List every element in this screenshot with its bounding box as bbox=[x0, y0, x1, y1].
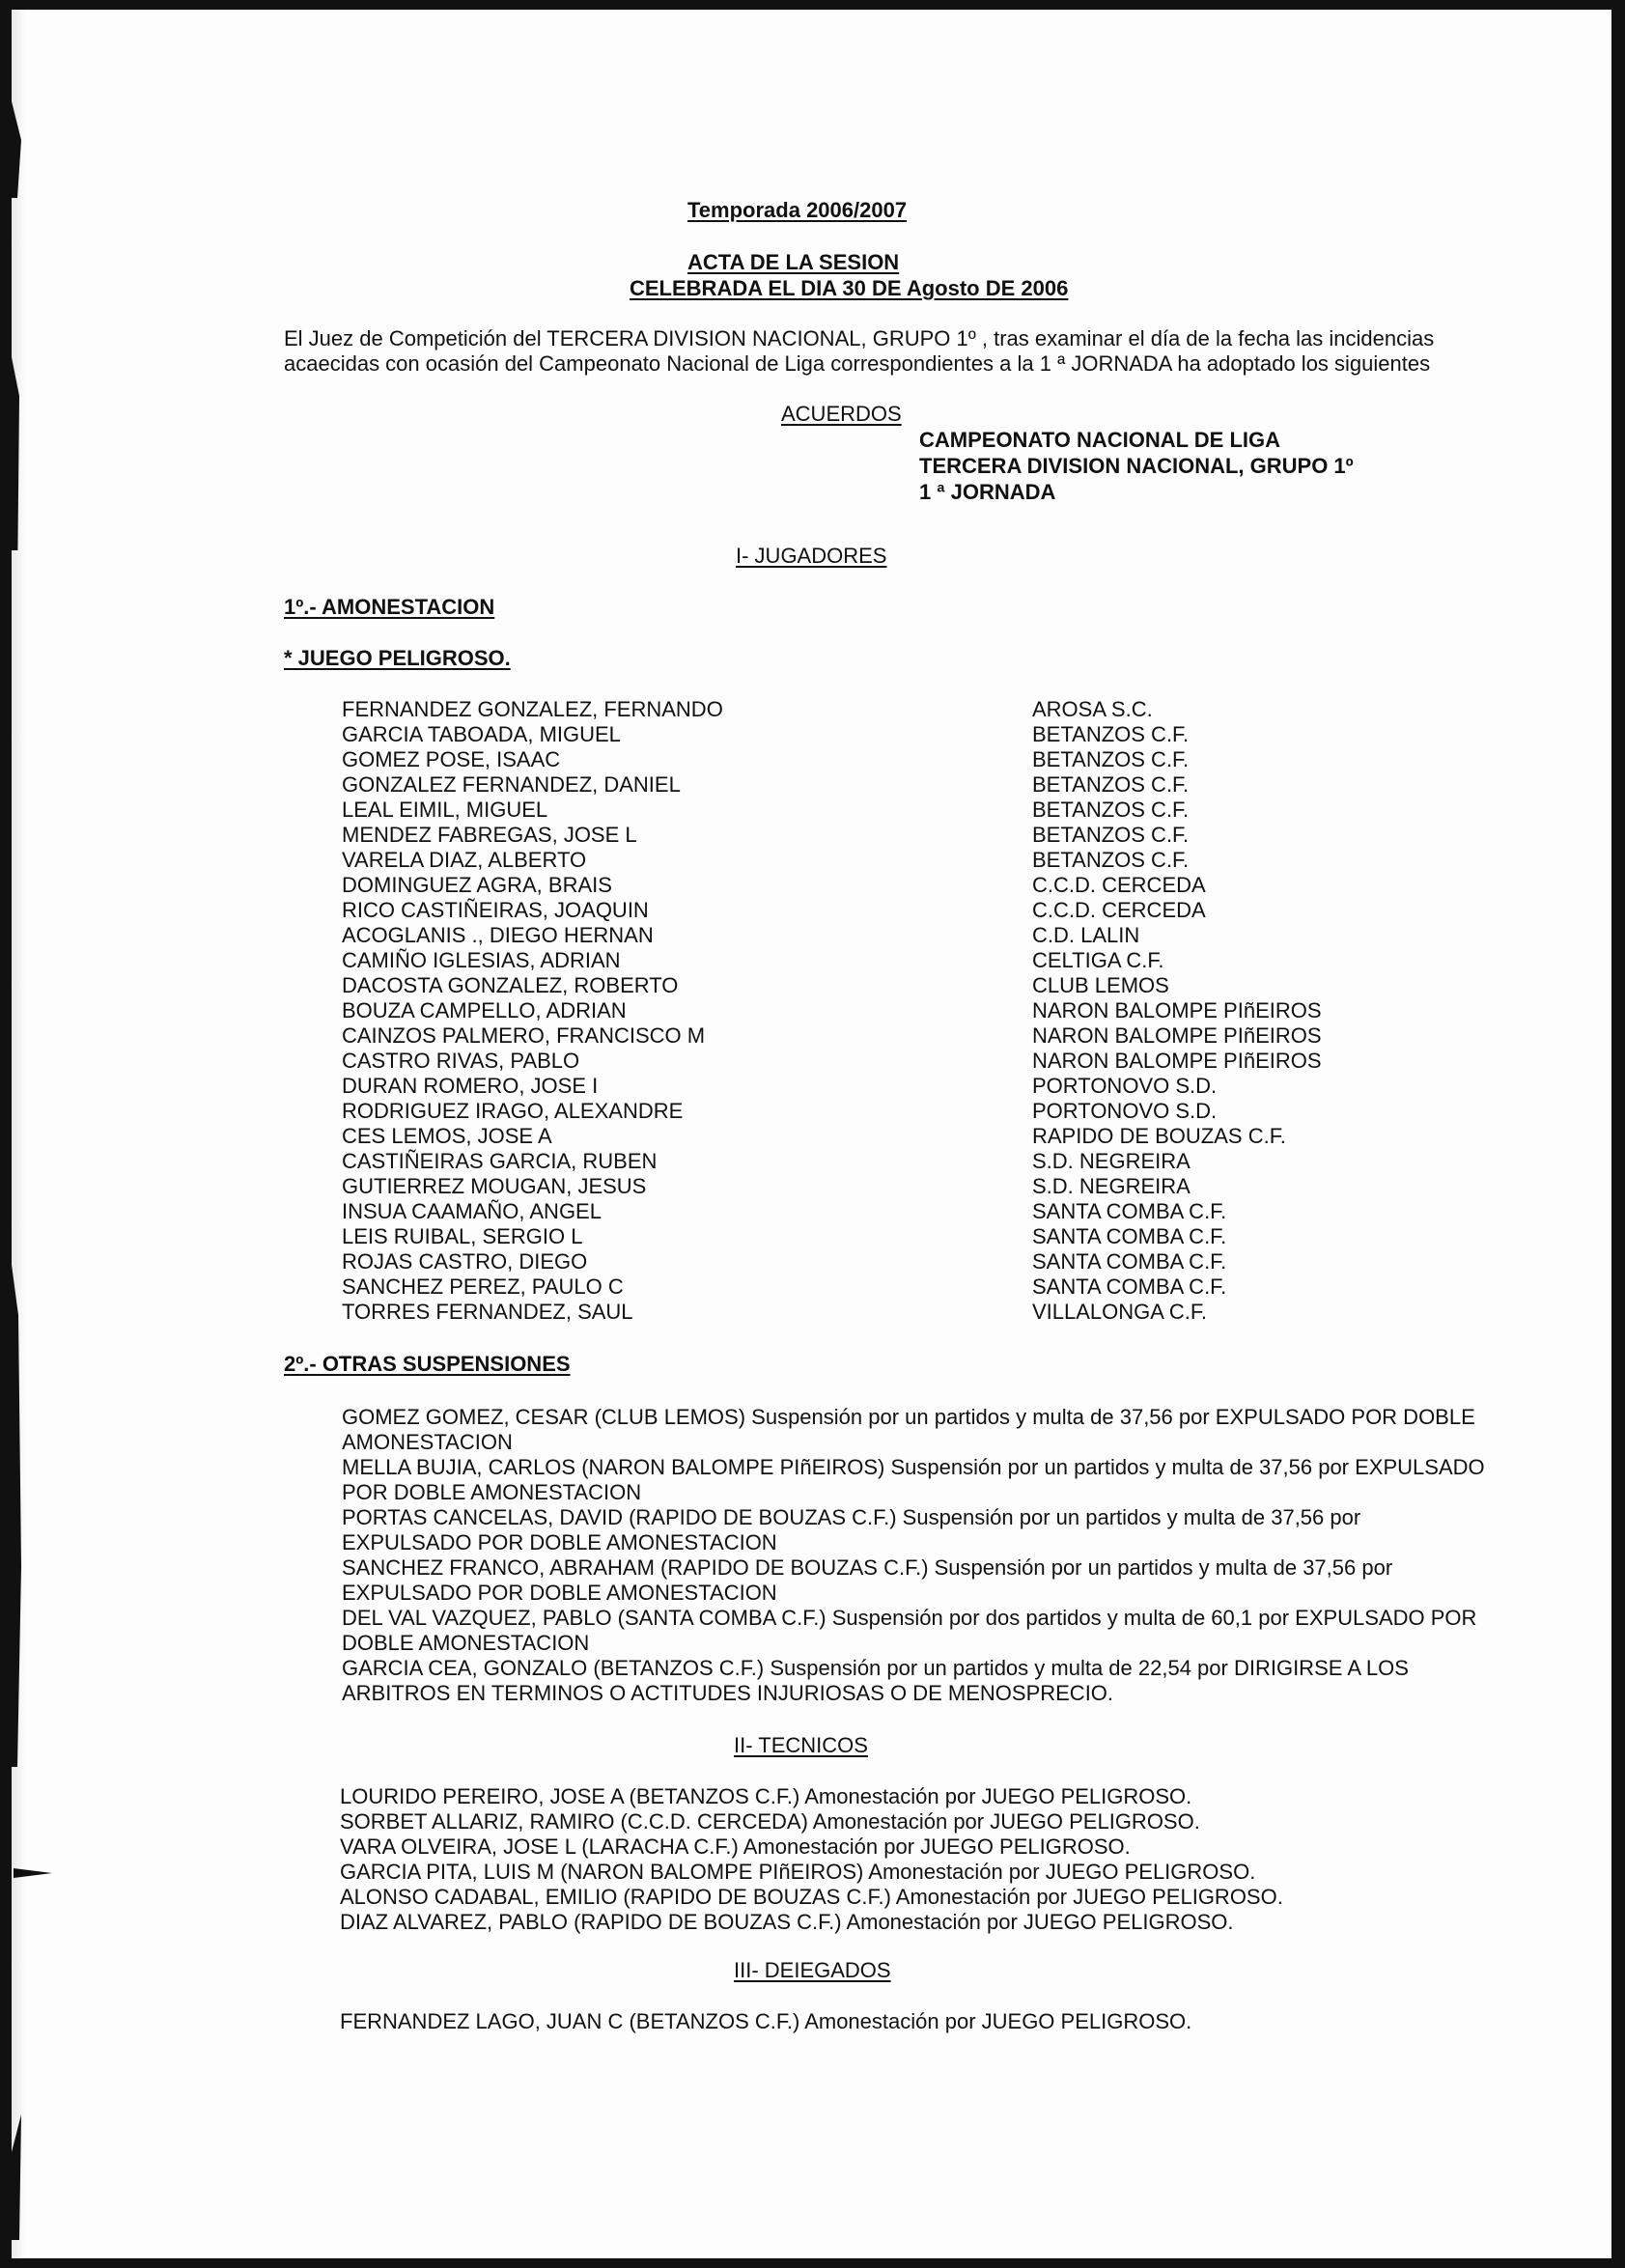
act-date: CELEBRADA EL DIA 30 DE Agosto DE 2006 bbox=[630, 276, 1069, 300]
scan-edge-shadow bbox=[12, 10, 25, 2258]
player-club: C.C.D. CERCEDA bbox=[1032, 898, 1206, 922]
suspension-entry-line: GOMEZ GOMEZ, CESAR (CLUB LEMOS) Suspensión por un partidos y multa de 37,56 por EXPULSADO POR DOBLE bbox=[342, 1405, 1475, 1429]
player-name: CASTRO RIVAS, PABLO bbox=[342, 1049, 580, 1073]
suspension-entry-continuation: EXPULSADO POR DOBLE AMONESTACION bbox=[342, 1581, 777, 1605]
section-tecnicos-title: II- TECNICOS bbox=[734, 1733, 868, 1757]
player-club: C.D. LALIN bbox=[1032, 923, 1140, 947]
player-club: BETANZOS C.F. bbox=[1032, 798, 1190, 822]
suspension-entry-line: MELLA BUJIA, CARLOS (NARON BALOMPE PIñEIROS) Suspensión por un partidos y multa de 37,56 por EXPULSADO bbox=[342, 1455, 1485, 1479]
amonestacion-title: 1º.- AMONESTACION bbox=[284, 595, 495, 619]
player-name: CAINZOS PALMERO, FRANCISCO M bbox=[342, 1023, 706, 1048]
player-club: PORTONOVO S.D. bbox=[1032, 1074, 1218, 1098]
document-page bbox=[12, 10, 1611, 2258]
player-club: BETANZOS C.F. bbox=[1032, 823, 1190, 847]
season-heading: Temporada 2006/2007 bbox=[687, 198, 908, 222]
competition-line-3: 1 ª JORNADA bbox=[919, 480, 1056, 504]
suspension-entry-line: GARCIA CEA, GONZALO (BETANZOS C.F.) Suspensión por un partidos y multa de 22,54 por DIRIGIRSE A LOS bbox=[342, 1656, 1409, 1680]
suspension-entry-continuation: ARBITROS EN TERMINOS O ACTITUDES INJURIOSAS O DE MENOSPRECIO. bbox=[342, 1681, 1114, 1705]
competition-line-2: TERCERA DIVISION NACIONAL, GRUPO 1º bbox=[919, 454, 1354, 478]
player-club: RAPIDO DE BOUZAS C.F. bbox=[1032, 1124, 1286, 1148]
player-club: PORTONOVO S.D. bbox=[1032, 1099, 1218, 1123]
juego-peligroso-title: * JUEGO PELIGROSO. bbox=[284, 646, 511, 670]
player-name: RICO CASTIÑEIRAS, JOAQUIN bbox=[342, 898, 649, 922]
player-name: SANCHEZ PEREZ, PAULO C bbox=[342, 1274, 624, 1299]
player-club: BETANZOS C.F. bbox=[1032, 722, 1190, 746]
act-title: ACTA DE LA SESION bbox=[687, 250, 900, 274]
player-club: NARON BALOMPE PIñEIROS bbox=[1032, 998, 1322, 1022]
otras-suspensiones-title: 2º.- OTRAS SUSPENSIONES bbox=[284, 1352, 571, 1376]
player-name: GUTIERREZ MOUGAN, JESUS bbox=[342, 1174, 647, 1198]
player-name: CASTIÑEIRAS GARCIA, RUBEN bbox=[342, 1149, 658, 1173]
player-name: CAMIÑO IGLESIAS, ADRIAN bbox=[342, 948, 621, 972]
player-club: VILLALONGA C.F. bbox=[1032, 1300, 1207, 1324]
tecnicos-list bbox=[340, 1784, 1283, 1935]
delegado-entry: FERNANDEZ LAGO, JUAN C (BETANZOS C.F.) Amonestación por JUEGO PELIGROSO. bbox=[340, 2009, 1192, 2033]
section-jugadores-title: I- JUGADORES bbox=[736, 544, 887, 568]
suspension-entry-continuation: AMONESTACION bbox=[342, 1430, 513, 1454]
player-club: SANTA COMBA C.F. bbox=[1032, 1224, 1227, 1248]
player-club: SANTA COMBA C.F. bbox=[1032, 1249, 1227, 1274]
player-club: BETANZOS C.F. bbox=[1032, 747, 1190, 771]
player-club: BETANZOS C.F. bbox=[1032, 848, 1190, 872]
player-name: LEIS RUIBAL, SERGIO L bbox=[342, 1224, 583, 1248]
player-club: SANTA COMBA C.F. bbox=[1032, 1274, 1227, 1299]
player-club: CELTIGA C.F. bbox=[1032, 948, 1164, 972]
section-delegados-title: III- DEIEGADOS bbox=[734, 1958, 891, 1982]
tecnico-entry: ALONSO CADABAL, EMILIO (RAPIDO DE BOUZAS C.F.) Amonestación por JUEGO PELIGROSO. bbox=[340, 1885, 1283, 1909]
torn-edge-mark bbox=[14, 1868, 52, 1878]
suspension-entry-line: DEL VAL VAZQUEZ, PABLO (SANTA COMBA C.F.) Suspensión por dos partidos y multa de 60,1 por EXPULSADO POR bbox=[342, 1606, 1477, 1630]
player-club: NARON BALOMPE PIñEIROS bbox=[1032, 1049, 1322, 1073]
tecnico-entry: LOURIDO PEREIRO, JOSE A (BETANZOS C.F.) Amonestación por JUEGO PELIGROSO. bbox=[340, 1784, 1192, 1808]
player-name: DOMINGUEZ AGRA, BRAIS bbox=[342, 873, 612, 897]
player-name: DURAN ROMERO, JOSE I bbox=[342, 1074, 599, 1098]
tecnico-entry: DIAZ ALVAREZ, PABLO (RAPIDO DE BOUZAS C.F.) Amonestación por JUEGO PELIGROSO. bbox=[340, 1910, 1234, 1934]
suspension-list bbox=[342, 1405, 1485, 1706]
player-club: S.D. NEGREIRA bbox=[1032, 1174, 1191, 1198]
player-club: NARON BALOMPE PIñEIROS bbox=[1032, 1023, 1322, 1048]
player-name: ACOGLANIS ., DIEGO HERNAN bbox=[342, 923, 654, 947]
player-name: LEAL EIMIL, MIGUEL bbox=[342, 798, 548, 822]
player-name: DACOSTA GONZALEZ, ROBERTO bbox=[342, 973, 679, 997]
player-club: CLUB LEMOS bbox=[1032, 973, 1169, 997]
player-club: AROSA S.C. bbox=[1032, 697, 1153, 721]
tecnico-entry: SORBET ALLARIZ, RAMIRO (C.C.D. CERCEDA) Amonestación por JUEGO PELIGROSO. bbox=[340, 1809, 1200, 1834]
player-name: INSUA CAAMAÑO, ANGEL bbox=[342, 1199, 602, 1223]
suspension-entry-line: SANCHEZ FRANCO, ABRAHAM (RAPIDO DE BOUZAS C.F.) Suspensión por un partidos y multa de 37,56 por bbox=[342, 1555, 1393, 1580]
player-club: SANTA COMBA C.F. bbox=[1032, 1199, 1227, 1223]
player-name: GOMEZ POSE, ISAAC bbox=[342, 747, 561, 771]
player-club: BETANZOS C.F. bbox=[1032, 772, 1190, 797]
suspension-entry-line: PORTAS CANCELAS, DAVID (RAPIDO DE BOUZAS C.F.) Suspensión por un partidos y multa de 37,56 por bbox=[342, 1505, 1361, 1529]
tecnico-entry: GARCIA PITA, LUIS M (NARON BALOMPE PIñEIROS) Amonestación por JUEGO PELIGROSO. bbox=[340, 1860, 1256, 1884]
player-name: MENDEZ FABREGAS, JOSE L bbox=[342, 823, 637, 847]
acuerdos-label: ACUERDOS bbox=[781, 402, 902, 426]
player-name: GONZALEZ FERNANDEZ, DANIEL bbox=[342, 772, 681, 797]
player-name: BOUZA CAMPELLO, ADRIAN bbox=[342, 998, 627, 1022]
tecnico-entry: VARA OLVEIRA, JOSE L (LARACHA C.F.) Amonestación por JUEGO PELIGROSO. bbox=[340, 1834, 1131, 1859]
player-name: VARELA DIAZ, ALBERTO bbox=[342, 848, 587, 872]
suspension-entry-continuation: EXPULSADO POR DOBLE AMONESTACION bbox=[342, 1530, 777, 1554]
player-club: C.C.D. CERCEDA bbox=[1032, 873, 1206, 897]
player-name: CES LEMOS, JOSE A bbox=[342, 1124, 552, 1148]
intro-line-2: acaecidas con ocasión del Campeonato Nacional de Liga correspondientes a la 1 ª JORNADA ha adoptado los siguientes bbox=[284, 351, 1431, 376]
intro-line-1: El Juez de Competición del TERCERA DIVISION NACIONAL, GRUPO 1º , tras examinar el día de la fecha las incidencias bbox=[284, 326, 1435, 350]
player-name: ROJAS CASTRO, DIEGO bbox=[342, 1249, 588, 1274]
delegados-list bbox=[340, 2009, 1191, 2034]
suspension-entry-continuation: POR DOBLE AMONESTACION bbox=[342, 1480, 642, 1504]
player-club-list bbox=[1032, 697, 1322, 1325]
player-name: TORRES FERNANDEZ, SAUL bbox=[342, 1300, 633, 1324]
player-name: RODRIGUEZ IRAGO, ALEXANDRE bbox=[342, 1099, 684, 1123]
suspension-entry-continuation: DOBLE AMONESTACION bbox=[342, 1631, 590, 1655]
player-club: S.D. NEGREIRA bbox=[1032, 1149, 1191, 1173]
competition-line-1: CAMPEONATO NACIONAL DE LIGA bbox=[919, 428, 1281, 452]
player-name-list bbox=[342, 697, 723, 1325]
player-name: GARCIA TABOADA, MIGUEL bbox=[342, 722, 621, 746]
player-name: FERNANDEZ GONZALEZ, FERNANDO bbox=[342, 697, 723, 721]
